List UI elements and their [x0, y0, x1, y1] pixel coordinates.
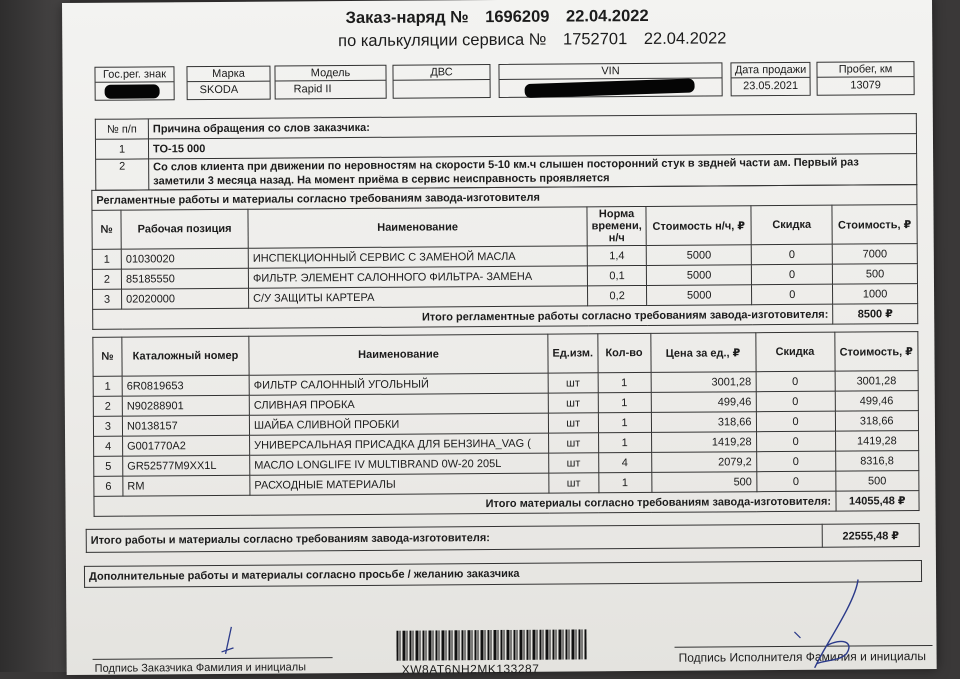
order-date: 22.04.2022 — [565, 6, 649, 26]
material-name: СЛИВНАЯ ПРОБКА — [249, 393, 548, 415]
works-total: 8500 ₽ — [833, 304, 918, 325]
material-cost: 318,66 — [835, 411, 919, 432]
executor-signature-icon — [786, 575, 877, 670]
material-num: 6 — [94, 476, 123, 496]
plate-label: Гос.рег. знак — [95, 67, 173, 83]
materials-col-unit: Ед.изм. — [548, 334, 598, 373]
work-name: ФИЛЬТР. ЭЛЕМЕНТ САЛОННОГО ФИЛЬТРА- ЗАМЕНА — [248, 266, 587, 288]
material-price: 499,46 — [651, 392, 756, 413]
materials-col-cat: Каталожный номер — [122, 336, 249, 376]
work-norm: 0,1 — [587, 265, 646, 285]
grand-total: 22555,48 ₽ — [822, 524, 919, 548]
calc-date: 22.04.2022 — [643, 29, 727, 48]
works-col-cost: Стоимость, ₽ — [832, 205, 917, 245]
grand-total-row — [86, 524, 919, 553]
works-total-label: Итого регламентные работы согласно требованиям завода-изготовителя: — [93, 304, 833, 329]
material-price: 500 — [651, 472, 756, 493]
make-label: Марка — [187, 67, 269, 83]
material-cat: G001770A2 — [123, 435, 250, 456]
materials-table — [92, 331, 919, 517]
works-col-num: № — [92, 210, 121, 249]
material-disc: 0 — [756, 451, 835, 472]
mileage-label: Пробег, км — [817, 62, 913, 78]
work-name: С/У ЗАЩИТЫ КАРТЕРА — [249, 286, 588, 308]
reason-num: 1 — [95, 139, 148, 159]
material-qty: 1 — [598, 472, 651, 492]
reasons-col-text: Причина обращения со слов заказчика: — [148, 114, 916, 139]
material-name: МАСЛО LONGLIFE IV MULTIBRAND 0W-20 205L — [250, 453, 549, 475]
material-disc: 0 — [756, 431, 835, 452]
material-unit: шт — [549, 433, 599, 453]
client-signature-mark-icon — [211, 622, 241, 662]
work-cost-h: 5000 — [647, 265, 752, 286]
grand-total-label: Итого работы и материалы согласно требованиям завода-изготовителя: — [86, 524, 822, 552]
model-label: Модель — [275, 66, 385, 82]
material-cat: N90288901 — [122, 395, 249, 416]
materials-total-label: Итого материалы согласно требованиям завода-изготовителя: — [94, 491, 836, 516]
materials-col-qty: Кол-во — [597, 333, 650, 372]
works-col-name: Наименование — [248, 207, 587, 248]
work-num: 3 — [93, 289, 122, 309]
mileage-box — [816, 61, 914, 96]
material-num: 1 — [93, 376, 122, 396]
materials-col-disc: Скидка — [755, 332, 834, 372]
material-cost: 8316,8 — [835, 451, 919, 472]
material-price: 2079,2 — [651, 452, 756, 473]
model-box — [274, 65, 386, 100]
sale-date-box — [730, 62, 810, 97]
works-col-norm: Норма времени, н/ч — [587, 206, 646, 245]
order-label: Заказ-наряд № — [345, 8, 469, 28]
material-name: РАСХОДНЫЕ МАТЕРИАЛЫ — [250, 473, 549, 495]
order-title — [62, 5, 932, 30]
material-qty: 1 — [598, 392, 651, 412]
material-qty: 4 — [598, 452, 651, 472]
material-num: 5 — [94, 456, 123, 476]
reasons-col-num: № п/п — [95, 119, 148, 139]
client-sign-label: Подпись Заказчика Фамилия и инициалы — [94, 661, 307, 675]
material-disc: 0 — [756, 411, 835, 432]
material-price: 3001,28 — [651, 372, 756, 393]
model-value: Rapid II — [293, 83, 332, 96]
material-disc: 0 — [756, 391, 835, 412]
works-section-title: Регламентные работы и материалы согласно требованиям завода-изготовителя — [92, 185, 917, 211]
material-price: 318,66 — [651, 412, 756, 433]
work-order-document — [62, 0, 937, 675]
material-price: 1419,28 — [651, 432, 756, 453]
material-qty: 1 — [598, 372, 651, 392]
material-unit: шт — [548, 393, 598, 413]
material-cat: GR52577M9XX1L — [123, 455, 250, 476]
material-unit: шт — [549, 453, 599, 473]
executor-sign-label: Подпись Исполнителя Фамилия и инициалы — [678, 649, 927, 665]
engine-box — [392, 64, 490, 99]
material-unit: шт — [548, 413, 598, 433]
work-pos: 01030020 — [121, 248, 248, 269]
reason-text: ТО-15 000 — [148, 134, 916, 159]
work-cost: 7000 — [832, 244, 917, 265]
work-pos: 85185550 — [121, 268, 248, 289]
works-table — [91, 184, 918, 330]
reason-num: 2 — [96, 159, 149, 190]
barcode-vin: XW8AT6NH2MK133287 — [401, 661, 540, 677]
material-name: УНИВЕРСАЛЬНАЯ ПРИСАДКА ДЛЯ БЕНЗИНА_VAG ( — [250, 433, 549, 455]
work-cost-h: 5000 — [646, 245, 751, 266]
sale-date-label: Дата продажи — [731, 63, 809, 79]
materials-col-cost: Стоимость, ₽ — [834, 332, 918, 372]
material-qty: 1 — [598, 412, 651, 432]
plate-redaction — [105, 84, 160, 98]
material-cat: N0138157 — [122, 415, 249, 436]
work-norm: 1,4 — [587, 245, 646, 265]
material-qty: 1 — [598, 432, 651, 452]
materials-header — [93, 332, 918, 377]
material-cost: 499,46 — [835, 391, 919, 412]
mileage-value: 13079 — [850, 79, 881, 92]
material-unit: шт — [548, 373, 598, 393]
calc-number: 1752701 — [562, 30, 628, 49]
barcode-icon — [396, 629, 586, 660]
material-cat: 6R0819653 — [122, 375, 249, 396]
materials-col-name: Наименование — [249, 334, 548, 375]
vin-label: VIN — [499, 63, 721, 80]
material-name: ФИЛЬТР САЛОННЫЙ УГОЛЬНЫЙ — [249, 373, 548, 395]
work-disc: 0 — [752, 284, 833, 305]
calc-title — [62, 28, 932, 53]
material-cat: RM — [123, 475, 250, 496]
work-disc: 0 — [751, 244, 832, 265]
sale-date-value: 23.05.2021 — [743, 79, 799, 93]
work-num: 1 — [92, 249, 121, 269]
work-cost: 1000 — [833, 284, 918, 305]
work-cost-h: 5000 — [647, 285, 752, 306]
additional-title: Дополнительные работы и материалы согласно просьбе / желанию заказчика — [84, 561, 921, 588]
work-norm: 0,2 — [587, 285, 646, 305]
materials-col-num: № — [93, 337, 122, 376]
works-col-disc: Скидка — [751, 205, 832, 245]
material-disc: 0 — [756, 371, 835, 392]
work-pos: 02020000 — [122, 288, 249, 309]
reasons-table — [95, 113, 917, 191]
material-cost: 3001,28 — [835, 371, 919, 392]
background-surface — [0, 0, 70, 672]
make-value: SKODA — [199, 83, 239, 97]
engine-label: ДВС — [393, 65, 489, 81]
material-cost: 500 — [835, 471, 919, 492]
works-col-cost-h: Стоимость н/ч, ₽ — [646, 206, 751, 246]
material-disc: 0 — [756, 471, 835, 492]
work-name: ИНСПЕКЦИОННЫЙ СЕРВИС С ЗАМЕНОЙ МАСЛА — [248, 246, 587, 268]
material-num: 3 — [93, 416, 122, 436]
make-box — [186, 66, 270, 101]
material-num: 2 — [93, 396, 122, 416]
materials-col-price: Цена за ед., ₽ — [650, 333, 755, 373]
reason-text: Со слов клиента при движении по неровностям на скорости 5-10 км.ч слышен посторонний стук в звдней части ам. Первый раз заметили 3 месяца назад. На момент приёма в сервис неисправность проявляется — [149, 154, 917, 190]
work-num: 2 — [92, 269, 121, 289]
work-disc: 0 — [752, 264, 833, 285]
material-num: 4 — [94, 436, 123, 456]
work-cost: 500 — [833, 264, 918, 285]
material-name: ШАЙБА СЛИВНОЙ ПРОБКИ — [249, 413, 548, 435]
material-unit: шт — [549, 473, 599, 493]
works-header — [92, 205, 917, 250]
grand-total-table — [86, 523, 920, 553]
works-col-pos: Рабочая позиция — [121, 209, 248, 249]
order-number: 1696209 — [485, 7, 550, 27]
materials-total: 14055,48 ₽ — [835, 491, 919, 512]
calc-label: по калькуляции сервиса № — [338, 30, 547, 51]
material-cost: 1419,28 — [835, 431, 919, 452]
